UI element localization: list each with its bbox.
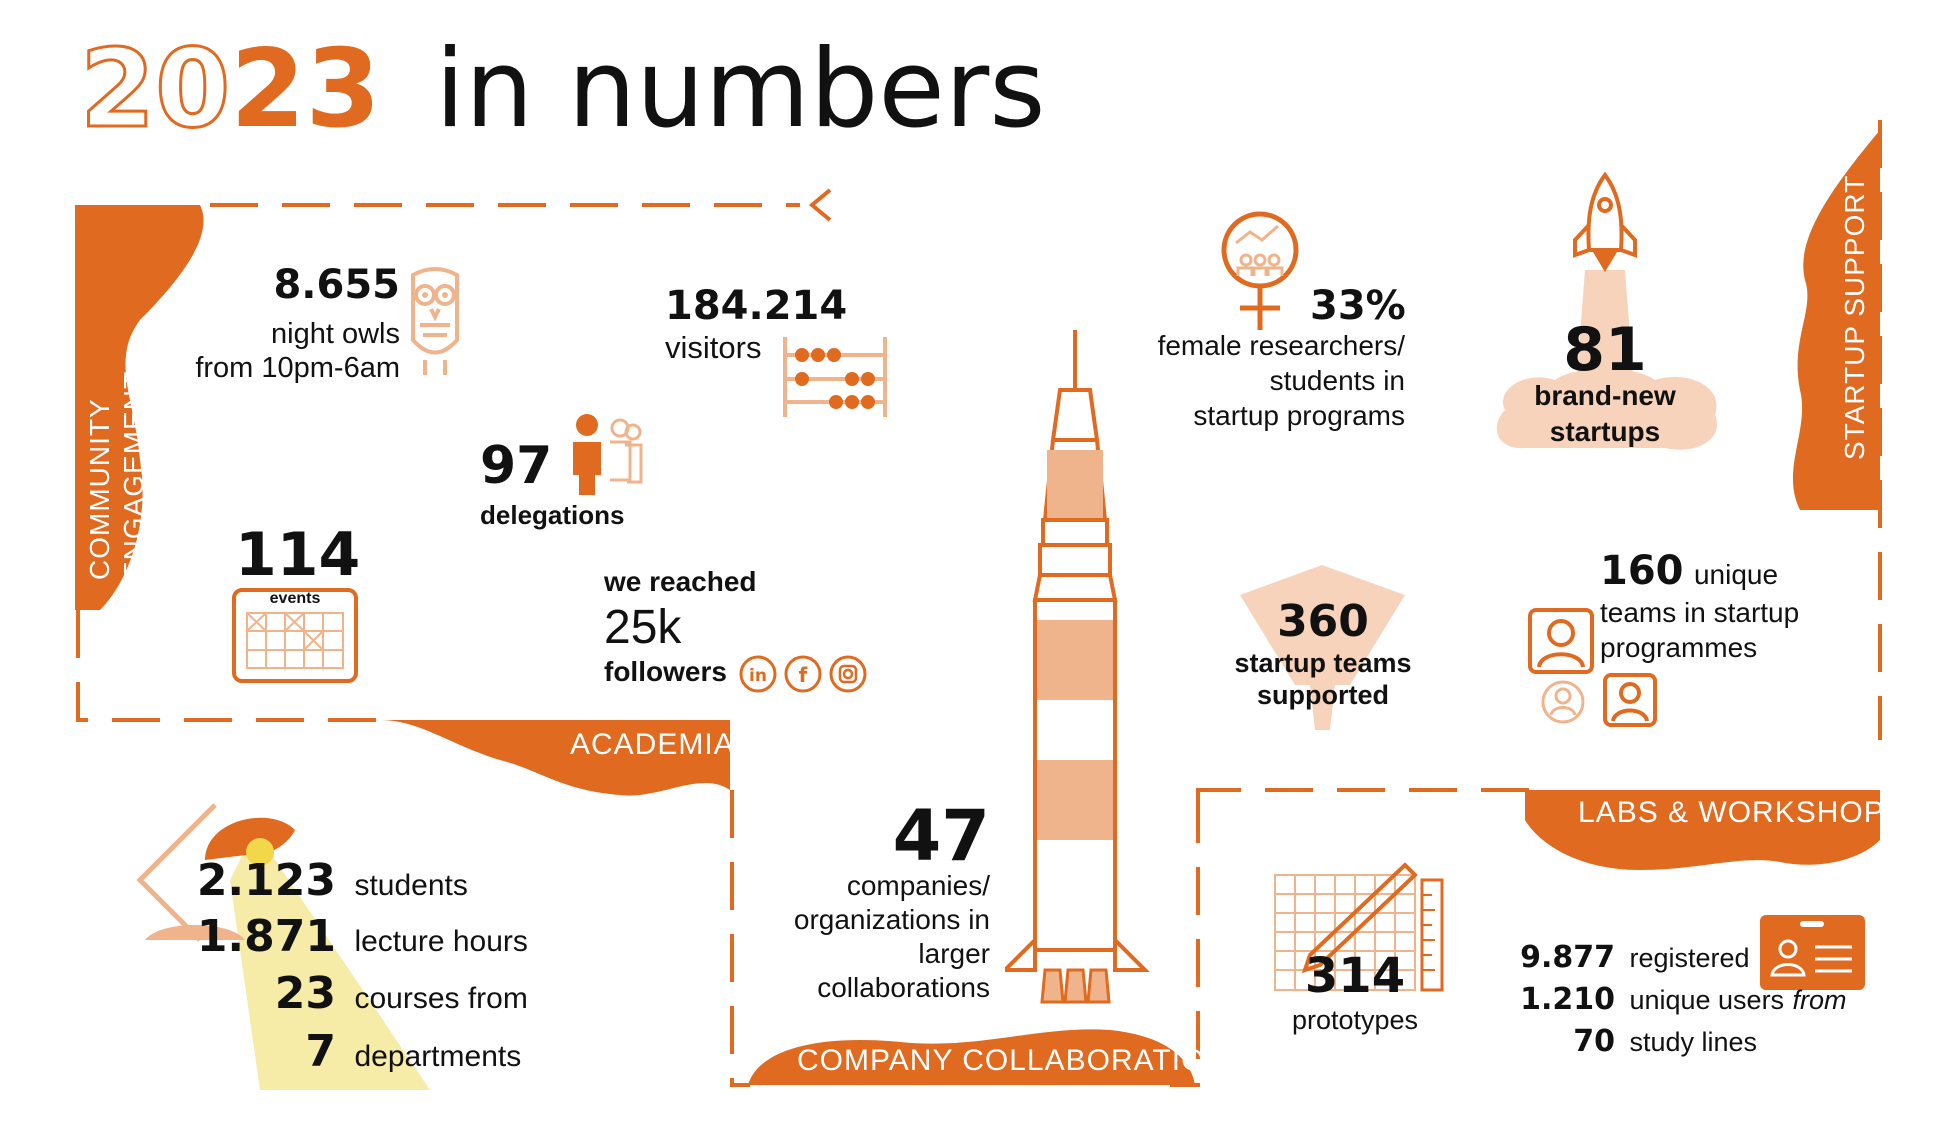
- facebook-icon: [783, 654, 823, 694]
- academia-row-label: courses from: [354, 982, 528, 1015]
- unique-teams-row: [1600, 548, 1778, 594]
- female-line1: female researchers/: [1157, 330, 1405, 361]
- academia-row-value: 1.871: [196, 911, 336, 962]
- labs-row-label: unique users: [1629, 985, 1785, 1015]
- events-label: events: [269, 590, 321, 607]
- delegations-label: delegations: [480, 500, 625, 530]
- labs-row: [1495, 940, 1875, 982]
- abacus-icon: [780, 337, 890, 417]
- linkedin-icon: [738, 654, 778, 694]
- labs-row-italic: from: [1792, 985, 1847, 1015]
- labs-row-label: registered: [1629, 943, 1750, 973]
- labs-row-value: 1.210: [1520, 982, 1615, 1017]
- female-line3: startup programs: [1193, 400, 1405, 431]
- social-value: 25k: [604, 601, 682, 654]
- instagram-icon: [828, 654, 868, 694]
- unique-teams-value: 160: [1600, 548, 1684, 594]
- section-tag-community: COMMUNITY ENGAGEMENT: [84, 370, 149, 580]
- academia-row: [140, 911, 600, 968]
- title-year-outline: 20: [80, 27, 231, 152]
- title-year-solid: 23: [230, 27, 381, 152]
- teams-supported-line1: startup teams: [1234, 648, 1412, 678]
- company-line1: companies/: [846, 870, 990, 901]
- labs-row: [1495, 982, 1875, 1024]
- owl-icon: [405, 265, 465, 385]
- academia-row-label: departments: [354, 1040, 522, 1073]
- academia-row-value: 2.123: [196, 855, 336, 906]
- new-startups-line1: brand-new: [1534, 380, 1676, 411]
- visitors-label: visitors: [665, 330, 762, 365]
- delegations-value: 97: [480, 436, 553, 496]
- prototypes-value: 314: [1304, 948, 1406, 1004]
- new-startups-line2: startups: [1549, 416, 1661, 447]
- labs-row-label: study lines: [1629, 1027, 1758, 1057]
- night-owls-line1: night owls: [271, 318, 400, 350]
- academia-row: [140, 855, 600, 911]
- svg-text:in: in: [749, 666, 767, 686]
- title-rest: in numbers: [434, 27, 1046, 152]
- section-tag-company: COMPANY COLLABORATION: [797, 1044, 1229, 1077]
- events-value: 114: [235, 520, 361, 590]
- academia-list: [140, 855, 600, 1084]
- academia-row: [140, 1026, 600, 1084]
- female-line2: students in: [1269, 365, 1405, 396]
- academia-row-value: 7: [305, 1026, 336, 1077]
- labs-row: [1495, 1024, 1875, 1066]
- unique-teams-line1: teams in startup: [1600, 597, 1800, 628]
- academia-row-label: students: [354, 869, 468, 902]
- page-title: [80, 25, 1046, 155]
- section-tag-startup: STARTUP SUPPORT: [1839, 174, 1870, 460]
- new-startups-value: 81: [1563, 315, 1647, 385]
- labs-list: [1495, 940, 1875, 1066]
- company-value: 47: [892, 795, 990, 877]
- labs-row-value: 9.877: [1520, 940, 1615, 975]
- night-owls-line2: from 10pm-6am: [195, 352, 400, 384]
- teams-supported-line2: supported: [1257, 680, 1389, 710]
- company-line3: larger: [918, 938, 990, 969]
- academia-row-value: 23: [274, 968, 336, 1019]
- visitors-value: 184.214: [665, 283, 848, 329]
- labs-row-value: 70: [1573, 1024, 1615, 1059]
- section-tag-labs: LABS & WORKSHOPS: [1578, 796, 1906, 829]
- unique-teams-suffix: unique: [1693, 559, 1779, 590]
- user-profiles-icon: [1525, 605, 1660, 730]
- female-value: 33%: [1310, 283, 1406, 329]
- night-owls-value: 8.655: [273, 262, 400, 308]
- company-line4: collaborations: [817, 972, 990, 1003]
- svg-text:f: f: [798, 663, 808, 687]
- people-icon: [565, 410, 645, 500]
- teams-supported-value: 360: [1277, 596, 1369, 647]
- social-line1: we reached: [604, 566, 757, 597]
- academia-row: [140, 968, 600, 1026]
- section-tag-academia: ACADEMIA: [570, 728, 735, 761]
- unique-teams-line2: programmes: [1600, 632, 1758, 663]
- female-symbol-icon: [1218, 208, 1302, 333]
- social-line2: followers: [604, 656, 727, 687]
- prototypes-label: prototypes: [1291, 1005, 1419, 1035]
- academia-row-label: lecture hours: [354, 925, 528, 958]
- company-line2: organizations in: [793, 904, 990, 935]
